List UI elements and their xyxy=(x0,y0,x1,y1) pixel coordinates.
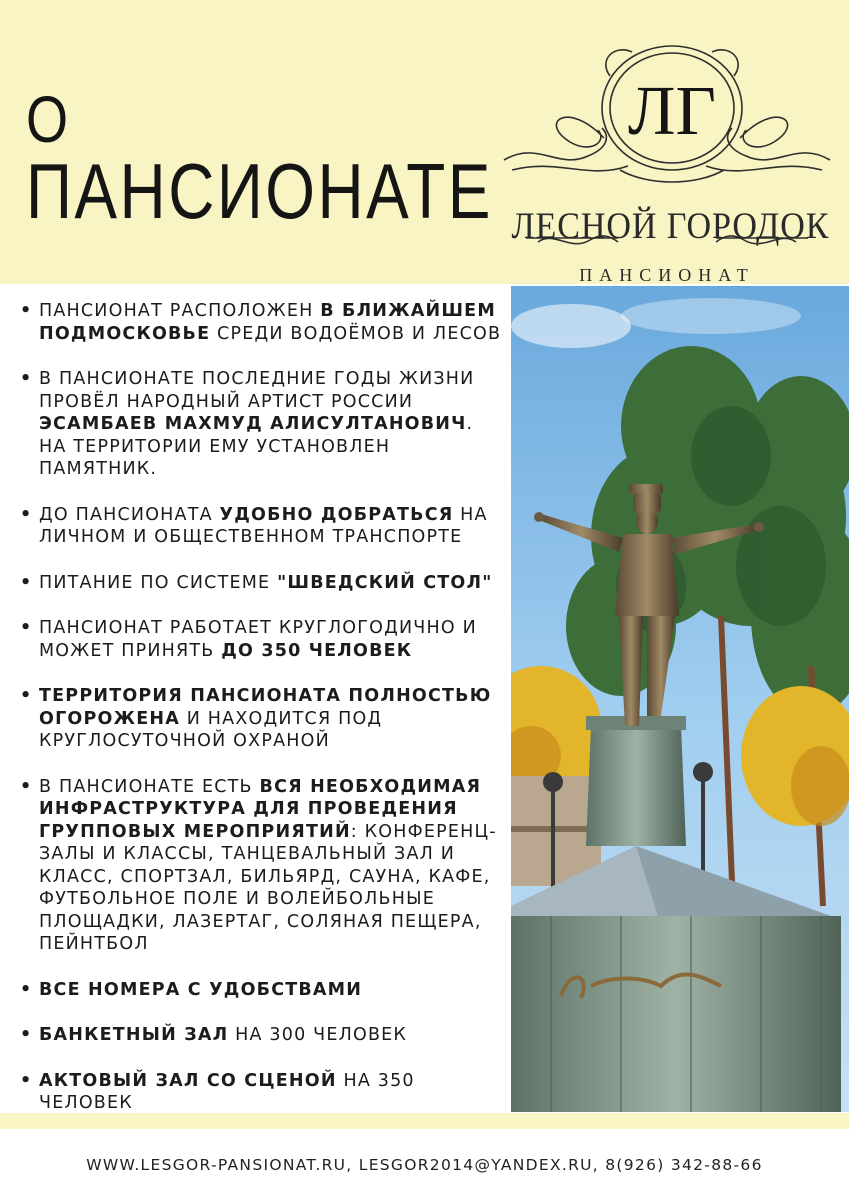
monument-photo xyxy=(511,286,849,1112)
logo-subtitle: ПАНСИОНАТ xyxy=(579,265,755,285)
feature-item: • БАНКЕТНЫЙ ЗАЛ НА 300 ЧЕЛОВЕК xyxy=(18,1024,504,1047)
feature-item: • ПАНСИОНАТ РАБОТАЕТ КРУГЛОГОДИЧНО И МОЖЕТ ПРИНЯТЬ ДО 350 ЧЕЛОВЕК xyxy=(18,617,504,662)
feature-item: • ДО ПАНСИОНАТА УДОБНО ДОБРАТЬСЯ НА ЛИЧНОМ И ОБЩЕСТВЕННОМ ТРАНСПОРТЕ xyxy=(18,504,504,549)
logo xyxy=(498,30,836,285)
logo-monogram: ЛГ xyxy=(628,73,716,150)
footer-band xyxy=(0,1113,849,1129)
feature-item: • В ПАНСИОНАТЕ ЕСТЬ ВСЯ НЕОБХОДИМАЯ ИНФРАСТРУКТУРА ДЛЯ ПРОВЕДЕНИЯ ГРУППОВЫХ МЕРОПРИЯТИЙ: КОНФЕРЕНЦ-ЗАЛЫ И КЛАССЫ, ТАНЦЕВАЛЬНЫЙ ЗАЛ И КЛАСС, СПОРТЗАЛ, БИЛЬЯРД, САУНА, КАФЕ, ФУТБОЛЬНОЕ ПОЛЕ И ВОЛЕЙБОЛЬНЫЕ ПЛОЩАДКИ, ЛАЗЕРТАГ, СОЛЯНАЯ ПЕЩЕРА, ПЕЙНТБОЛ xyxy=(18,776,504,956)
feature-item: • ПАНСИОНАТ РАСПОЛОЖЕН В БЛИЖАЙШЕМ ПОДМОСКОВЬЕ СРЕДИ ВОДОЁМОВ И ЛЕСОВ xyxy=(18,300,504,345)
feature-item: • АКТОВЫЙ ЗАЛ СО СЦЕНОЙ НА 350 ЧЕЛОВЕК xyxy=(18,1070,504,1115)
feature-list xyxy=(18,300,504,1138)
feature-item: • В ПАНСИОНАТЕ ПОСЛЕДНИЕ ГОДЫ ЖИЗНИ ПРОВЁЛ НАРОДНЫЙ АРТИСТ РОССИИ ЭСАМБАЕВ МАХМУД АЛИСУЛТАНОВИЧ. НА ТЕРРИТОРИИ ЕМУ УСТАНОВЛЕН ПАМЯТНИК. xyxy=(18,368,504,481)
page-title-line-1: О xyxy=(26,82,71,156)
logo-name: ЛЕСНОЙ ГОРОДОК xyxy=(511,206,830,247)
contact-line: WWW.LESGOR-PANSIONAT.RU, LESGOR2014@YANDEX.RU, 8(926) 342-88-66 xyxy=(86,1156,763,1174)
page-title-line-2: ПАНСИОНАТЕ xyxy=(26,147,493,235)
feature-item: • ТЕРРИТОРИЯ ПАНСИОНАТА ПОЛНОСТЬЮ ОГОРОЖЕНА И НАХОДИТСЯ ПОД КРУГЛОСУТОЧНОЙ ОХРАНОЙ xyxy=(18,685,504,753)
feature-item: • ПИТАНИЕ ПО СИСТЕМЕ "ШВЕДСКИЙ СТОЛ" xyxy=(18,572,504,595)
monument-photo-illustration xyxy=(511,286,849,1112)
feature-item: • ВСЕ НОМЕРА С УДОБСТВАМИ xyxy=(18,979,504,1002)
